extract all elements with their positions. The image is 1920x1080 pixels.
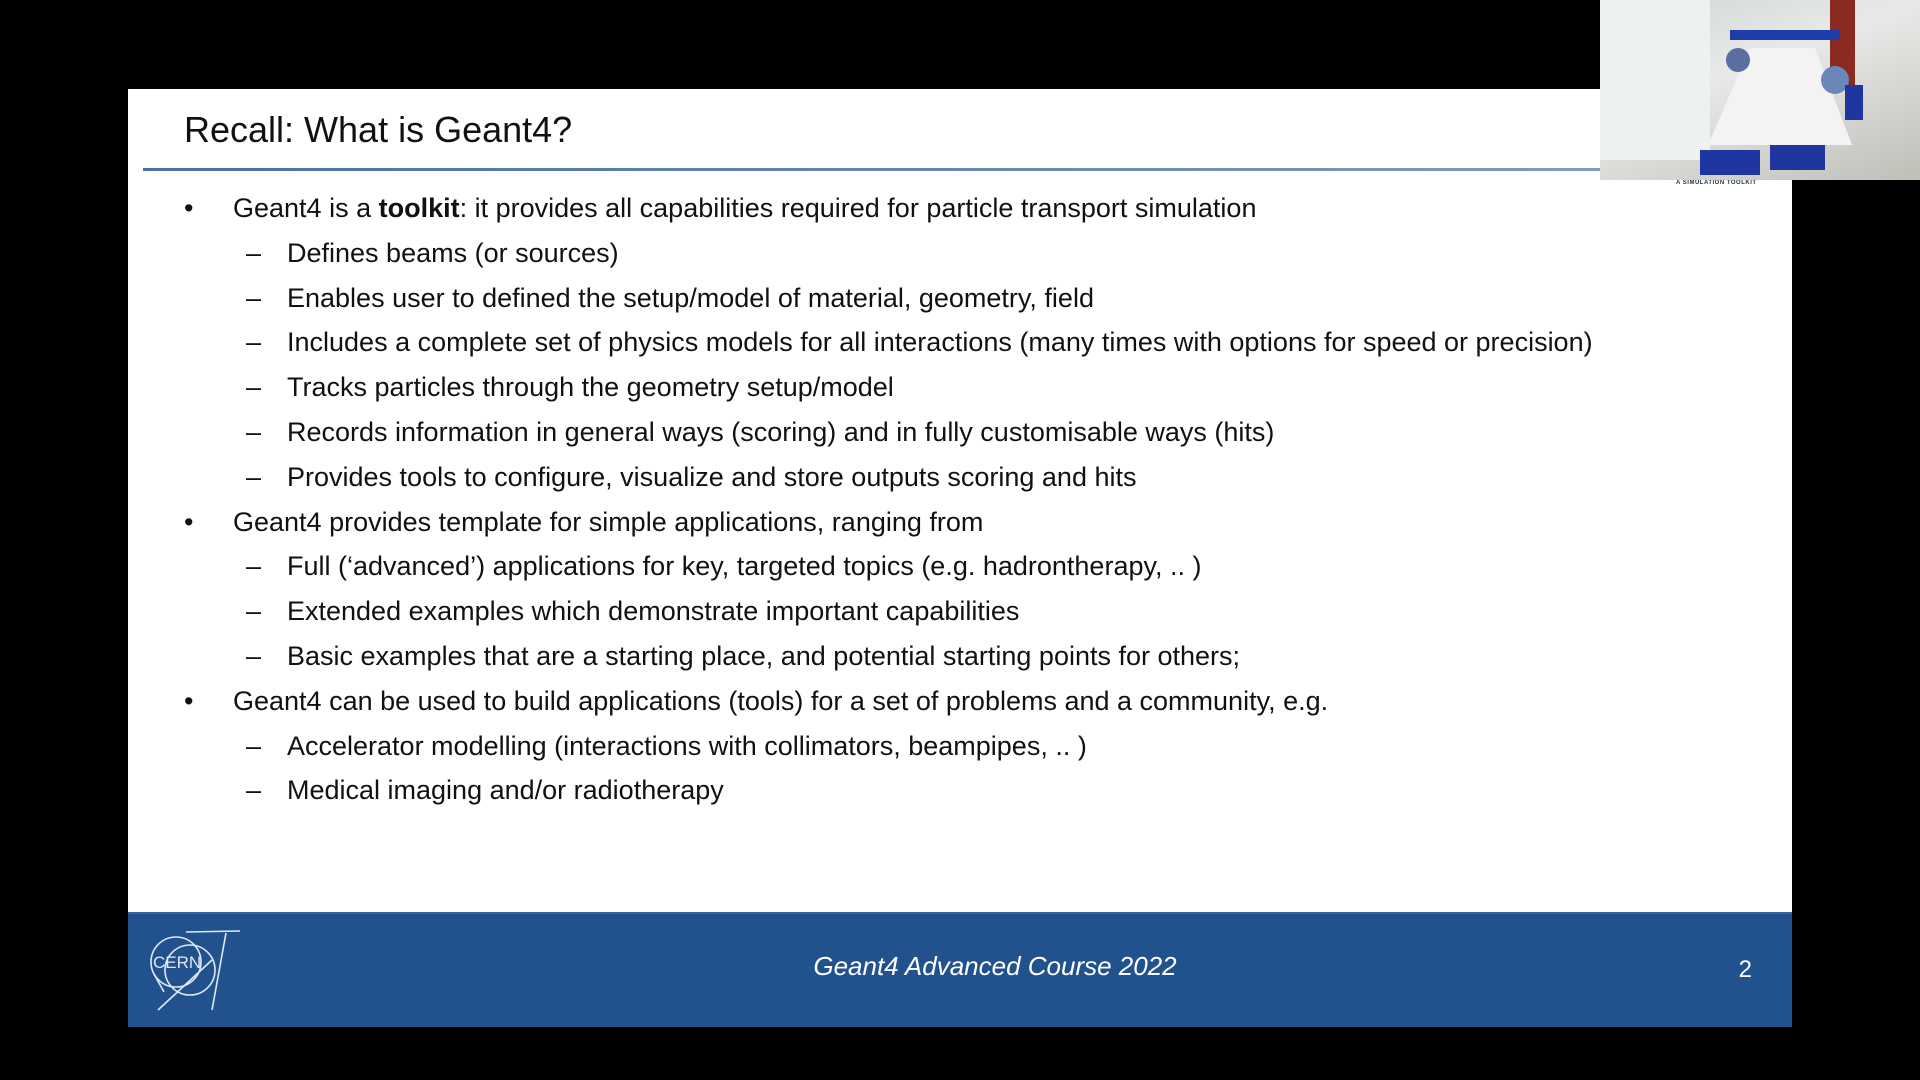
dash-icon: – (246, 327, 262, 358)
title-divider (143, 168, 1643, 171)
bullet-text: Geant4 can be used to build applications (tools) for a set of problems and a community, e.g. (233, 685, 1329, 716)
dash-icon: – (246, 237, 262, 268)
dash-icon: – (246, 417, 262, 447)
bullet-text (233, 193, 1256, 224)
text-segment: Geant4 is a (233, 193, 379, 223)
bullet-text: Enables user to defined the setup/model of material, geometry, field (287, 282, 1094, 313)
bullet-text: Medical imaging and/or radiotherapy (287, 775, 724, 806)
dash-icon: – (246, 282, 262, 313)
dash-icon: – (246, 551, 262, 582)
bullet-text: Geant4 provides template for simple applications, ranging from (233, 506, 984, 537)
dash-icon: – (246, 775, 262, 806)
bullet-icon: • (184, 685, 194, 716)
bullet-text: Records information in general ways (scoring) and in fully customisable ways (hits) (287, 417, 1275, 447)
footer-course-title: Geant4 Advanced Course 2022 (813, 951, 1177, 981)
dash-icon: – (246, 596, 262, 627)
presentation-slide (128, 89, 1792, 1025)
text-segment: : it provides all capabilities required for particle transport simulation (459, 193, 1257, 223)
bold-text: toolkit (378, 193, 460, 223)
dash-icon: – (246, 730, 262, 761)
bullet-text: Tracks particles through the geometry setup/model (287, 372, 894, 403)
meeting-room-image (1600, 0, 1920, 180)
bullet-text: Basic examples that are a starting place, and potential starting points for others; (287, 641, 1241, 671)
bullet-text: Defines beams (or sources) (287, 237, 619, 268)
bullet-icon: • (184, 506, 194, 537)
dash-icon: – (246, 641, 262, 671)
webcam-video-feed (1600, 0, 1920, 180)
bullet-text: Full (‘advanced’) applications for key, targeted topics (e.g. hadrontherapy, .. ) (287, 551, 1202, 582)
bullet-text: Extended examples which demonstrate important capabilities (287, 596, 1020, 627)
svg-text:CERN: CERN (153, 953, 202, 972)
bullet-text: Includes a complete set of physics models for all interactions (many times with options for speed or precision) (287, 327, 1593, 358)
bullet-text: Accelerator modelling (interactions with collimators, beampipes, .. ) (287, 730, 1087, 761)
slide-title: Recall: What is Geant4? (184, 109, 573, 150)
slide-footer (128, 912, 1792, 1027)
geant4-logo-tagline: A SIMULATION TOOLKIT (1676, 180, 1757, 186)
dash-icon: – (246, 372, 262, 403)
dash-icon: – (246, 461, 262, 492)
page-number: 2 (1738, 956, 1752, 983)
bullet-text: Provides tools to configure, visualize and store outputs scoring and hits (287, 461, 1137, 492)
bullet-icon: • (184, 193, 194, 223)
